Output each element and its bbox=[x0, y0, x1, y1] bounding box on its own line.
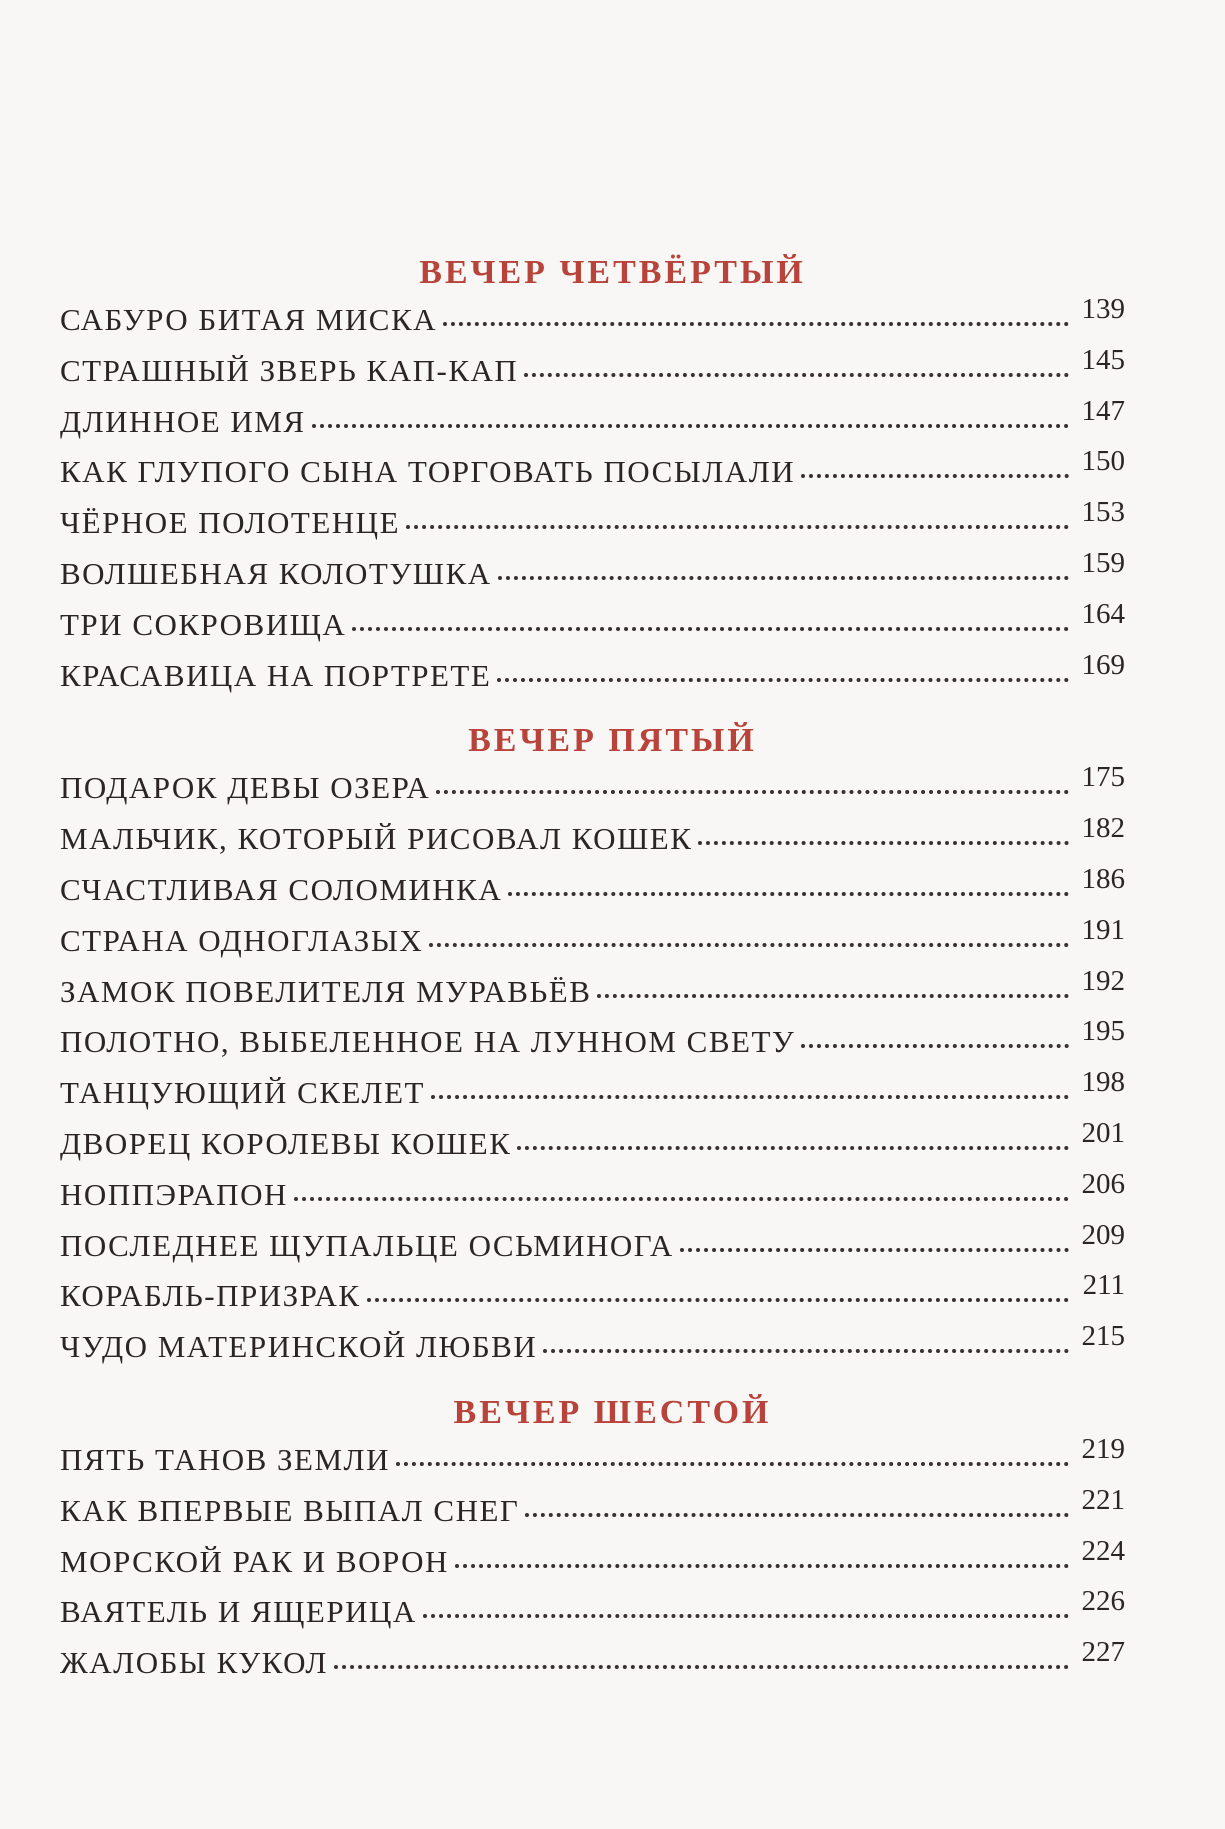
dot-leader bbox=[334, 1665, 1069, 1669]
toc-entry[interactable] bbox=[60, 913, 1125, 974]
entry-page-number: 145 bbox=[1081, 343, 1125, 376]
dot-leader bbox=[525, 1513, 1069, 1517]
entry-page-number: 219 bbox=[1081, 1432, 1125, 1465]
dot-leader bbox=[517, 1146, 1069, 1150]
dot-leader bbox=[455, 1564, 1069, 1568]
dot-leader bbox=[698, 841, 1069, 845]
toc-entry[interactable] bbox=[60, 343, 1125, 404]
entry-page-number: 186 bbox=[1081, 862, 1125, 895]
entry-page-number: 164 bbox=[1081, 597, 1125, 630]
dot-leader bbox=[294, 1197, 1069, 1201]
dot-leader bbox=[497, 678, 1069, 682]
toc-entry[interactable] bbox=[60, 1167, 1125, 1228]
entry-title: ПЯТЬ ТАНОВ ЗЕМЛИ bbox=[60, 1441, 390, 1477]
dot-leader bbox=[312, 424, 1069, 428]
dot-leader bbox=[524, 373, 1069, 377]
entry-title: КАК ГЛУПОГО СЫНА ТОРГОВАТЬ ПОСЫЛАЛИ bbox=[60, 454, 796, 490]
toc-entry[interactable] bbox=[60, 597, 1125, 658]
toc-entry[interactable] bbox=[60, 648, 1125, 709]
dot-leader bbox=[352, 627, 1069, 631]
entry-page-number: 191 bbox=[1081, 913, 1125, 946]
toc-entry[interactable] bbox=[60, 293, 1125, 353]
entry-title: ПОСЛЕДНЕЕ ЩУПАЛЬЦЕ ОСЬМИНОГА bbox=[60, 1227, 674, 1263]
section-heading: ВЕЧЕР ШЕСТОЙ bbox=[453, 1393, 772, 1431]
entry-title: СТРАШНЫЙ ЗВЕРЬ КАП-КАП bbox=[60, 352, 519, 388]
entry-title: ДЛИННОЕ ИМЯ bbox=[60, 403, 306, 439]
toc-list bbox=[60, 1432, 1125, 1696]
entry-page-number: 159 bbox=[1081, 546, 1125, 579]
toc-entry[interactable] bbox=[60, 812, 1125, 872]
toc-entry[interactable] bbox=[60, 761, 1125, 821]
entry-title: ЧУДО МАТЕРИНСКОЙ ЛЮБВИ bbox=[60, 1329, 538, 1365]
entry-title: МАЛЬЧИК, КОТОРЫЙ РИСОВАЛ КОШЕК bbox=[60, 821, 693, 857]
toc-entry[interactable] bbox=[60, 1066, 1125, 1126]
dot-leader bbox=[801, 1044, 1069, 1048]
toc-entry[interactable] bbox=[60, 1218, 1125, 1279]
entry-title: ЖАЛОБЫ КУКОЛ bbox=[60, 1645, 328, 1681]
dot-leader bbox=[597, 994, 1069, 998]
dot-leader bbox=[367, 1298, 1069, 1302]
entry-page-number: 147 bbox=[1081, 394, 1125, 427]
dot-leader bbox=[508, 892, 1069, 896]
entry-title: ДВОРЕЦ КОРОЛЕВЫ КОШЕК bbox=[60, 1125, 512, 1161]
entry-page-number: 153 bbox=[1081, 496, 1125, 529]
section-heading: ВЕЧЕР ЧЕТВЁРТЫЙ bbox=[419, 254, 806, 291]
toc-entry[interactable] bbox=[60, 1320, 1125, 1380]
toc-entry[interactable] bbox=[60, 1015, 1125, 1075]
toc-entry[interactable] bbox=[60, 1483, 1125, 1544]
toc-entry[interactable] bbox=[60, 1116, 1125, 1177]
entry-page-number: 215 bbox=[1081, 1320, 1125, 1353]
entry-title: МОРСКОЙ РАК И ВОРОН bbox=[60, 1543, 449, 1579]
entry-title: СЧАСТЛИВАЯ СОЛОМИНКА bbox=[60, 871, 503, 907]
entry-page-number: 150 bbox=[1081, 445, 1125, 478]
entry-title: ТРИ СОКРОВИЩА bbox=[60, 606, 347, 642]
entry-title: ВОЛШЕБНАЯ КОЛОТУШКА bbox=[60, 555, 492, 591]
toc-entry[interactable] bbox=[60, 445, 1125, 505]
entry-page-number: 224 bbox=[1081, 1534, 1125, 1567]
toc-entry[interactable] bbox=[60, 394, 1125, 455]
toc-list bbox=[60, 293, 1125, 708]
toc-entry[interactable] bbox=[60, 964, 1125, 1025]
toc-section-5 bbox=[60, 718, 1125, 1380]
entry-title: ТАНЦУЮЩИЙ СКЕЛЕТ bbox=[60, 1075, 425, 1111]
toc-entry[interactable] bbox=[60, 1585, 1125, 1645]
dot-leader bbox=[498, 576, 1069, 580]
toc-section-4 bbox=[60, 250, 1125, 708]
dot-leader bbox=[543, 1349, 1069, 1353]
dot-leader bbox=[396, 1462, 1069, 1466]
dot-leader bbox=[443, 322, 1069, 326]
toc-entry[interactable] bbox=[60, 1432, 1125, 1493]
section-heading: ВЕЧЕР ПЯТЫЙ bbox=[468, 722, 757, 760]
toc-entry[interactable] bbox=[60, 862, 1125, 923]
toc-entry[interactable] bbox=[60, 496, 1125, 556]
entry-title: ЧЁРНОЕ ПОЛОТЕНЦЕ bbox=[60, 505, 401, 541]
entry-page-number: 192 bbox=[1081, 964, 1125, 997]
entry-page-number: 227 bbox=[1081, 1636, 1125, 1669]
entry-title: ЗАМОК ПОВЕЛИТЕЛЯ МУРАВЬЁВ bbox=[60, 973, 592, 1009]
dot-leader bbox=[423, 1614, 1069, 1618]
entry-title: КРАСАВИЦА НА ПОРТРЕТЕ bbox=[60, 657, 492, 693]
entry-title: КОРАБЛЬ-ПРИЗРАК bbox=[60, 1278, 361, 1314]
dot-leader bbox=[801, 474, 1069, 478]
entry-page-number: 139 bbox=[1081, 293, 1125, 325]
entry-page-number: 195 bbox=[1081, 1015, 1125, 1048]
toc-section-6 bbox=[60, 1390, 1125, 1696]
entry-page-number: 175 bbox=[1081, 761, 1125, 794]
entry-title: ВАЯТЕЛЬ И ЯЩЕРИЦА bbox=[60, 1594, 417, 1630]
dot-leader bbox=[429, 943, 1069, 947]
entry-title: ПОЛОТНО, ВЫБЕЛЕННОЕ НА ЛУННОМ СВЕТУ bbox=[60, 1024, 796, 1060]
toc-entry[interactable] bbox=[60, 1636, 1125, 1696]
dot-leader bbox=[680, 1248, 1069, 1252]
entry-title: СТРАНА ОДНОГЛАЗЫХ bbox=[60, 922, 424, 958]
toc-entry[interactable] bbox=[60, 1269, 1125, 1329]
entry-title: САБУРО БИТАЯ МИСКА bbox=[60, 302, 438, 337]
entry-page-number: 169 bbox=[1081, 648, 1125, 681]
entry-page-number: 211 bbox=[1082, 1269, 1125, 1302]
entry-title: КАК ВПЕРВЫЕ ВЫПАЛ СНЕГ bbox=[60, 1492, 520, 1528]
entry-page-number: 226 bbox=[1081, 1585, 1125, 1618]
dot-leader bbox=[406, 525, 1069, 529]
entry-page-number: 221 bbox=[1081, 1483, 1125, 1516]
dot-leader bbox=[431, 1095, 1069, 1099]
entry-title: НОППЭРАПОН bbox=[60, 1176, 288, 1212]
entry-page-number: 206 bbox=[1081, 1167, 1125, 1200]
entry-title: ПОДАРОК ДЕВЫ ОЗЕРА bbox=[60, 770, 431, 806]
entry-page-number: 209 bbox=[1081, 1218, 1125, 1251]
dot-leader bbox=[436, 790, 1069, 794]
entry-page-number: 201 bbox=[1081, 1116, 1125, 1149]
toc-list bbox=[60, 761, 1125, 1380]
toc-entry[interactable] bbox=[60, 546, 1125, 607]
entry-page-number: 198 bbox=[1081, 1066, 1125, 1099]
entry-page-number: 182 bbox=[1081, 812, 1125, 845]
toc-entry[interactable] bbox=[60, 1534, 1125, 1595]
